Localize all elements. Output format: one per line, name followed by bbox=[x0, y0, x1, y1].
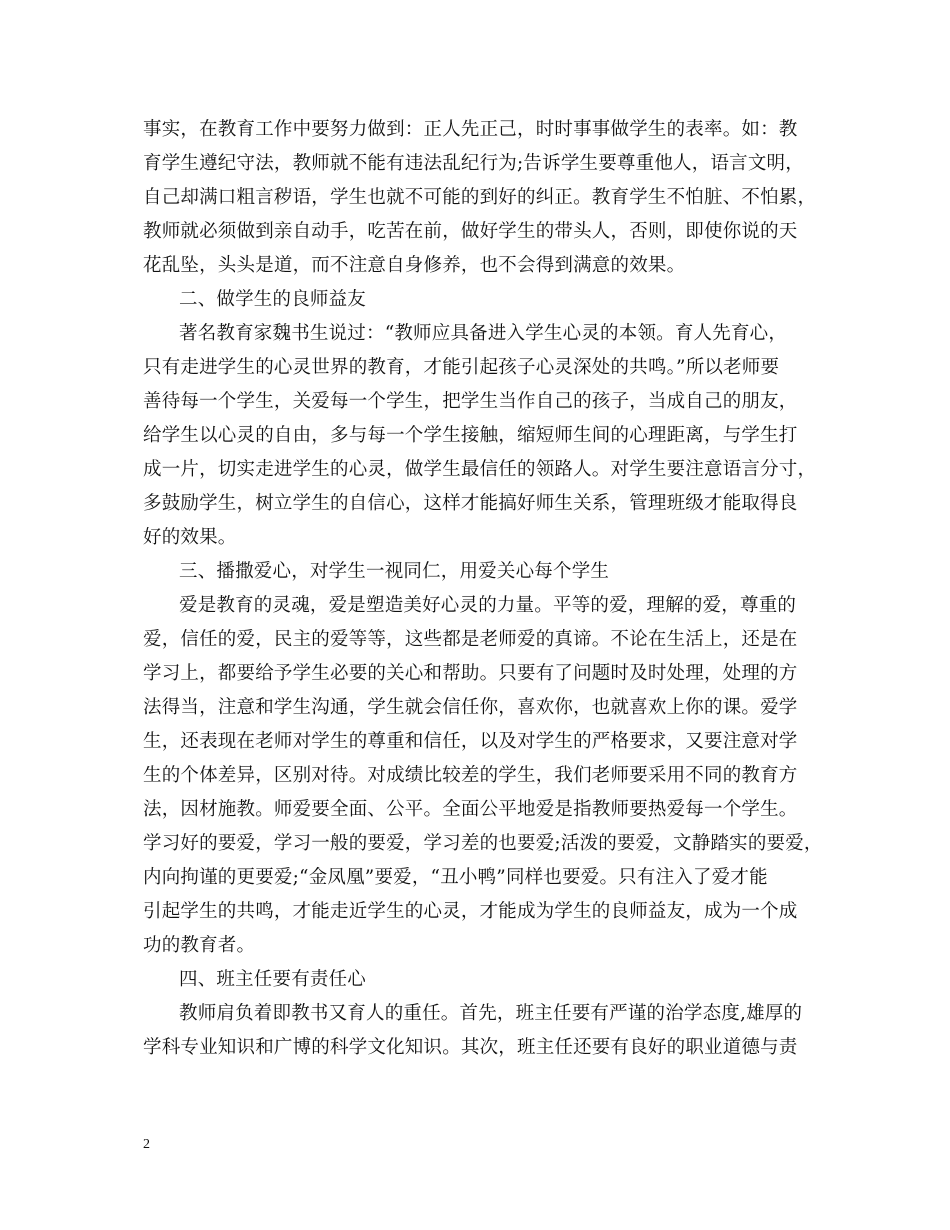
body-text-line: 事实，在教育工作中要努力做到：正人先正己，时时事事做学生的表率。如：教 bbox=[143, 119, 798, 140]
body-text-line: 善待每一个学生，关爱每一个学生，把学生当作自己的孩子，当成自己的朋友， bbox=[143, 391, 798, 412]
body-text-line: 教师就必须做到亲自动手，吃苦在前，做好学生的带头人，否则，即使你说的天 bbox=[143, 221, 798, 242]
body-text-line: 自己却满口粗言秽语，学生也就不可能的到好的纠正。教育学生不怕脏、不怕累， bbox=[143, 187, 817, 208]
body-text-line: 多鼓励学生，树立学生的自信心，这样才能搞好师生关系，管理班级才能取得良 bbox=[143, 493, 798, 514]
body-text-line: 成一片，切实走进学生的心灵，做学生最信任的领路人。对学生要注意语言分寸， bbox=[143, 459, 817, 480]
body-text-line: 育学生遵纪守法，教师就不能有违法乱纪行为;告诉学生要尊重他人，语言文明， bbox=[143, 153, 804, 174]
body-text-line: 教师肩负着即教书又育人的重任。首先，班主任要有严谨的治学态度,雄厚的 bbox=[179, 1003, 803, 1024]
body-text-line: 法得当，注意和学生沟通，学生就会信任你，喜欢你，也就喜欢上你的课。爱学 bbox=[143, 697, 798, 718]
section-heading: 三、播撒爱心，对学生一视同仁，用爱关心每个学生 bbox=[179, 561, 610, 582]
body-text-line: 爱，信任的爱，民主的爱等等，这些都是老师爱的真谛。不论在生活上，还是在 bbox=[143, 629, 798, 650]
body-text-line: 只有走进学生的心灵世界的教育，才能引起孩子心灵深处的共鸣。”所以老师要 bbox=[143, 357, 780, 378]
body-text-line: 功的教育者。 bbox=[143, 935, 256, 956]
body-text-line: 内向拘谨的更要爱;“金凤凰”要爱，“丑小鸭”同样也要爱。只有注入了爱才能 bbox=[143, 867, 768, 888]
body-text-line: 学科专业知识和广博的科学文化知识。其次，班主任还要有良好的职业道德与责 bbox=[143, 1037, 798, 1058]
body-text-line: 著名教育家魏书生说过：“教师应具备进入学生心灵的本领。育人先育心， bbox=[179, 323, 788, 344]
body-text-line: 学习上，都要给予学生必要的关心和帮助。只要有了问题时及时处理，处理的方 bbox=[143, 663, 798, 684]
body-text-line: 好的效果。 bbox=[143, 527, 237, 548]
body-text-line: 法，因材施教。师爱要全面、公平。全面公平地爱是指教师要热爱每一个学生。 bbox=[143, 799, 798, 820]
body-text-line: 花乱坠，头头是道，而不注意自身修养，也不会得到满意的效果。 bbox=[143, 255, 686, 276]
body-text-line: 给学生以心灵的自由，多与每一个学生接触，缩短师生间的心理距离，与学生打 bbox=[143, 425, 798, 446]
body-text-line: 生，还表现在老师对学生的尊重和信任，以及对学生的严格要求，又要注意对学 bbox=[143, 731, 798, 752]
section-heading: 二、做学生的良师益友 bbox=[179, 289, 367, 310]
body-text-line: 爱是教育的灵魂，爱是塑造美好心灵的力量。平等的爱，理解的爱，尊重的 bbox=[179, 595, 797, 616]
body-text-line: 生的个体差异，区别对待。对成绩比较差的学生，我们老师要采用不同的教育方 bbox=[143, 765, 798, 786]
section-heading: 四、班主任要有责任心 bbox=[179, 969, 367, 990]
body-text-line: 引起学生的共鸣，才能走近学生的心灵，才能成为学生的良师益友，成为一个成 bbox=[143, 901, 798, 922]
body-text-line: 学习好的要爱，学习一般的要爱，学习差的也要爱;活泼的要爱，文静踏实的要爱， bbox=[143, 833, 823, 854]
page-number: 2 bbox=[143, 1137, 150, 1152]
